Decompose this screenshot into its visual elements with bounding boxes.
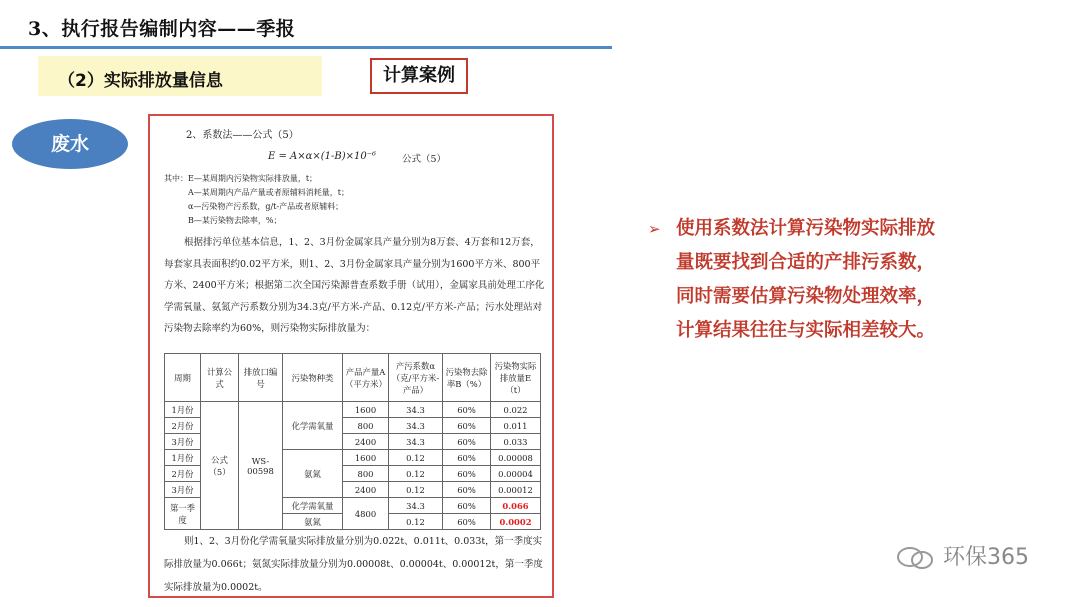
th-formula: 计算公式	[201, 354, 239, 402]
cell-period: 2月份	[165, 418, 201, 434]
definition-a: A—某周期内产品产量或者原辅料消耗量，t；	[188, 188, 349, 197]
th-quantity: 产品产量A（平方米）	[343, 354, 389, 402]
watermark	[896, 540, 1029, 571]
cell-formula: 公式（5）	[201, 402, 239, 530]
th-coefficient: 产污系数α（克/平方米-产品）	[389, 354, 443, 402]
cell-coef: 34.3	[389, 402, 443, 418]
variable-definitions	[164, 172, 349, 228]
cell-coef: 0.12	[389, 514, 443, 530]
conclusion-paragraph: 则1、2、3月份化学需氧量实际排放量分别为0.022t、0.011t、0.033t，第一季度实际排放量为0.066t；氨氮实际排放量分别为0.00008t、0.00004t、0.00012t，第一季度实际排放量为0.0002t。	[164, 536, 543, 593]
cell-period: 3月份	[165, 434, 201, 450]
cell-coef: 0.12	[389, 450, 443, 466]
definition-alpha: α—污染物产污系数，g/t-产品或者原辅料；	[188, 202, 344, 211]
definition-e: 其中：E—某周期内污染物实际排放量，t；	[164, 174, 318, 183]
cell-rate: 60%	[443, 482, 491, 498]
cell-rate: 60%	[443, 434, 491, 450]
cell-period: 3月份	[165, 482, 201, 498]
cell-coef: 0.12	[389, 466, 443, 482]
cell-qty: 4800	[343, 498, 389, 530]
table-row	[165, 402, 541, 418]
cell-outlet: WS-00598	[239, 402, 283, 530]
section-label: （2）实际排放量信息	[38, 56, 322, 96]
cell-rate: 60%	[443, 498, 491, 514]
watermark-text: 环保365	[943, 545, 1029, 570]
cell-coef: 34.3	[389, 434, 443, 450]
wechat-icon	[896, 545, 936, 571]
basis-paragraph: 根据排污单位基本信息，1、2、3月份金属家具产量分别为8万套、4万套和12万套，每套家具表面积约0.02平方米，则1、2、3月份金属家具产量分别为1600平方米、800平方米、2400平方米；根据第二次全国污染源普查系数手册（试用），金属家具前处理工序化学需氧量、氨氮产污系数分别为34.3克/平方米-产品、0.12克/平方米-产品；污水处理站对污染物去除率约为60%，则污染物实际排放量为：	[164, 237, 545, 334]
note-text: 使用系数法计算污染物实际排放量既要找到合适的产排污系数，同时需要估算污染物处理效率，计算结果往往与实际相差较大。	[676, 218, 936, 341]
cell-coef: 34.3	[389, 498, 443, 514]
case-label: 计算案例	[370, 58, 468, 94]
emission-table	[164, 353, 541, 530]
cell-emission: 0.00012	[491, 482, 541, 498]
formula-tag: 公式（5）	[402, 154, 447, 165]
th-outlet: 排放口编号	[239, 354, 283, 402]
cell-coef: 34.3	[389, 418, 443, 434]
cell-qty: 800	[343, 418, 389, 434]
cell-rate: 60%	[443, 514, 491, 530]
th-period: 周期	[165, 354, 201, 402]
cell-rate: 60%	[443, 466, 491, 482]
explanation-note	[648, 212, 948, 348]
cell-qty: 800	[343, 466, 389, 482]
cell-emission: 0.033	[491, 434, 541, 450]
cell-emission: 0.00004	[491, 466, 541, 482]
definition-b: B—某污染物去除率，%；	[188, 216, 282, 225]
cell-pollutant: 氨氮	[283, 514, 343, 530]
cell-rate: 60%	[443, 402, 491, 418]
cell-pollutant-cod: 化学需氧量	[283, 402, 343, 450]
cell-emission: 0.011	[491, 418, 541, 434]
cell-emission-highlight: 0.0002	[491, 514, 541, 530]
cell-qty: 2400	[343, 482, 389, 498]
cell-emission-highlight: 0.066	[491, 498, 541, 514]
cell-emission: 0.022	[491, 402, 541, 418]
cell-rate: 60%	[443, 450, 491, 466]
table-header-row	[165, 354, 541, 402]
cell-period: 1月份	[165, 402, 201, 418]
cell-qty: 2400	[343, 434, 389, 450]
th-removal-rate: 污染物去除率B（%）	[443, 354, 491, 402]
title-divider	[0, 46, 612, 49]
cell-period: 2月份	[165, 466, 201, 482]
formula: E = A×α×(1-B)×10⁻⁶	[268, 151, 377, 162]
method-heading: 2、系数法——公式（5）	[186, 130, 299, 141]
cell-period: 1月份	[165, 450, 201, 466]
cell-rate: 60%	[443, 418, 491, 434]
cell-emission: 0.00008	[491, 450, 541, 466]
cell-pollutant: 化学需氧量	[283, 498, 343, 514]
th-pollutant: 污染物种类	[283, 354, 343, 402]
th-emission: 污染物实际排放量E（t）	[491, 354, 541, 402]
cell-qty: 1600	[343, 402, 389, 418]
wastewater-badge: 废水	[12, 119, 128, 169]
arrow-bullet-icon: ➢	[648, 220, 661, 238]
cell-pollutant-nh3: 氨氮	[283, 450, 343, 498]
slide-title: 3、执行报告编制内容——季报	[28, 18, 296, 40]
cell-qty: 1600	[343, 450, 389, 466]
document-excerpt	[148, 114, 554, 598]
cell-quarter: 第一季度	[165, 498, 201, 530]
cell-coef: 0.12	[389, 482, 443, 498]
